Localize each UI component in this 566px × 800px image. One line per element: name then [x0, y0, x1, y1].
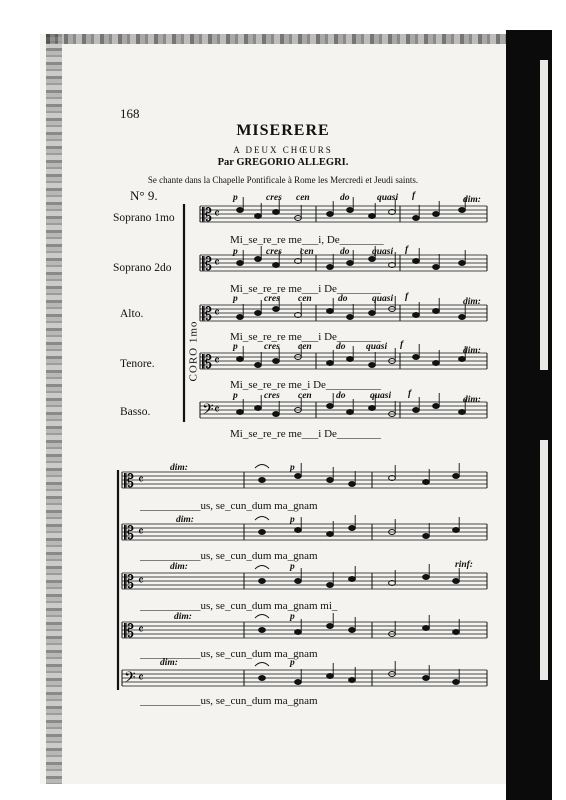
note-head — [453, 579, 460, 584]
note-head — [237, 357, 244, 362]
note-head — [237, 261, 244, 266]
lyric-s1-basso: Mi_se_re_re me___i De________ — [230, 428, 381, 440]
note-head — [273, 263, 280, 268]
note-head — [295, 579, 302, 584]
note-head — [327, 404, 334, 409]
time-signature: 𝄴 — [214, 256, 220, 271]
note-head — [349, 678, 356, 683]
time-signature: 𝄴 — [138, 473, 144, 488]
note-head — [369, 406, 376, 411]
dynamic-piano: p — [233, 294, 238, 304]
choir-label: CORO 1mo — [187, 320, 200, 382]
clef-glyph: 𝄡 — [202, 304, 213, 325]
note-head — [237, 410, 244, 415]
dynamic-forte: f — [408, 389, 412, 399]
dynamic-piano: p — [290, 463, 295, 473]
note-head — [349, 482, 356, 487]
note-head — [423, 480, 430, 485]
note-head — [259, 530, 266, 535]
note-head — [413, 408, 420, 413]
note-head — [255, 214, 262, 219]
note-head — [259, 628, 266, 633]
piece-title: MISERERE — [236, 122, 330, 139]
piece-subtitle: A DEUX CHŒURS — [233, 145, 333, 155]
note-head — [295, 474, 302, 479]
note-head — [273, 307, 280, 312]
note-head — [347, 208, 354, 213]
note-head — [413, 355, 420, 360]
dynamic-dim: dim: — [160, 658, 178, 668]
part-label-alto: Alto. — [120, 308, 144, 320]
note-head — [273, 359, 280, 364]
note-head — [433, 309, 440, 314]
note-head — [349, 526, 356, 531]
clef-glyph: 𝄡 — [124, 621, 135, 642]
dynamic-do: do — [338, 294, 348, 304]
part-label-soprano-2: Soprano 2do — [113, 262, 172, 274]
dynamic-dim: dim: — [174, 612, 192, 622]
time-signature: 𝄴 — [138, 574, 144, 589]
note-head — [273, 210, 280, 215]
clef-glyph: 𝄡 — [202, 352, 213, 373]
dynamic-dim: dim: — [463, 297, 481, 307]
note-head — [459, 208, 466, 213]
dynamic-quasi: quasi — [366, 342, 388, 352]
note-head — [349, 577, 356, 582]
dynamic-forte: f — [412, 191, 416, 201]
note-head — [347, 261, 354, 266]
note-head — [255, 311, 262, 316]
note-head — [459, 315, 466, 320]
lyric-s1-soprano1: Mi_se_re_re me___i, De________ — [230, 234, 384, 246]
note-head — [423, 676, 430, 681]
time-signature: 𝄴 — [138, 671, 144, 686]
time-signature: 𝄴 — [214, 354, 220, 369]
note-head — [453, 528, 460, 533]
fermata — [255, 517, 269, 521]
dynamic-cen: cen — [298, 294, 312, 304]
note-head — [273, 412, 280, 417]
note-head — [459, 410, 466, 415]
dynamic-quasi: quasi — [372, 247, 394, 257]
lyric-s2-alto: ___________us, se_cun_dum ma_gnam mi_ — [140, 600, 338, 612]
dynamic-quasi: quasi — [372, 294, 394, 304]
lyric-s2-tenore: ___________us, se_cun_dum ma_gnam — [140, 648, 318, 660]
note-head — [295, 630, 302, 635]
note-head — [327, 265, 334, 270]
dynamic-do: do — [336, 342, 346, 352]
lyric-s1-alto: Mi_se_re_re me___i De________ — [230, 331, 381, 343]
piece-number: N° 9. — [130, 188, 158, 203]
dynamic-cen: cen — [300, 247, 314, 257]
note-head — [423, 626, 430, 631]
dynamic-piano: p — [233, 193, 238, 203]
dynamic-dim: dim: — [176, 515, 194, 525]
note-head — [369, 311, 376, 316]
clef-glyph: 𝄡 — [124, 471, 135, 492]
note-head — [349, 628, 356, 633]
dynamic-forte: f — [405, 292, 409, 302]
time-signature: 𝄴 — [214, 403, 220, 418]
dynamic-piano: p — [233, 247, 238, 257]
time-signature: 𝄴 — [214, 306, 220, 321]
note-head — [327, 309, 334, 314]
fermata — [255, 465, 269, 469]
dynamic-cres: cres — [264, 342, 280, 352]
dynamic-do: do — [336, 391, 346, 401]
note-head — [369, 257, 376, 262]
note-head — [423, 534, 430, 539]
lyric-s1-soprano2: Mi_se_re_re me___i De________ — [230, 283, 381, 295]
time-signature: 𝄴 — [138, 623, 144, 638]
clef-glyph: 𝄡 — [124, 572, 135, 593]
note-head — [237, 208, 244, 213]
lyric-s2-soprano2: ___________us, se_cun_dum ma_gnam — [140, 550, 318, 562]
dynamic-dim: dim: — [463, 346, 481, 356]
note-head — [433, 404, 440, 409]
lyric-s1-tenore: Mi_se_re_re me_i De__________ — [230, 379, 381, 391]
note-head — [433, 265, 440, 270]
note-head — [369, 214, 376, 219]
dynamic-piano: p — [233, 391, 238, 401]
fermata — [255, 615, 269, 619]
dynamic-do: do — [340, 193, 350, 203]
dynamic-forte: f — [400, 340, 404, 350]
note-head — [369, 363, 376, 368]
part-label-soprano-1: Soprano 1mo — [113, 212, 175, 224]
time-signature: 𝄴 — [214, 207, 220, 222]
clef-glyph: 𝄢 — [124, 669, 136, 690]
note-head — [327, 624, 334, 629]
dynamic-piano: p — [290, 612, 295, 622]
dynamic-cen: cen — [298, 391, 312, 401]
note-head — [327, 532, 334, 537]
note-head — [433, 361, 440, 366]
note-head — [327, 361, 334, 366]
note-head — [327, 674, 334, 679]
dynamic-cen: cen — [296, 193, 310, 203]
dynamic-dim: dim: — [170, 463, 188, 473]
dynamic-piano: p — [233, 342, 238, 352]
note-head — [327, 478, 334, 483]
note-head — [237, 315, 244, 320]
dynamic-dim: dim: — [463, 195, 481, 205]
note-head — [413, 313, 420, 318]
note-head — [459, 357, 466, 362]
clef-glyph: 𝄢 — [202, 401, 214, 422]
note-head — [453, 680, 460, 685]
note-head — [259, 579, 266, 584]
dynamic-dim: dim: — [463, 395, 481, 405]
dynamic-cen: cen — [298, 342, 312, 352]
note-head — [255, 406, 262, 411]
note-head — [347, 410, 354, 415]
note-head — [259, 676, 266, 681]
clef-glyph: 𝄡 — [202, 205, 213, 226]
note-head — [453, 474, 460, 479]
note-head — [259, 478, 266, 483]
part-label-basso: Basso. — [120, 406, 151, 418]
dynamic-cres: cres — [264, 294, 280, 304]
dynamic-piano: p — [290, 562, 295, 572]
performance-note: Se chante dans la Chapelle Pontificale à Rome les Mercredi et Jeudi saints. — [147, 175, 419, 185]
note-head — [413, 216, 420, 221]
clef-glyph: 𝄡 — [202, 254, 213, 275]
dynamic-piano: p — [290, 658, 295, 668]
lyric-s2-basso: ___________us, se_cun_dum ma_gnam — [140, 695, 318, 707]
dynamic-do: do — [340, 247, 350, 257]
note-head — [347, 315, 354, 320]
dynamic-cres: cres — [264, 391, 280, 401]
note-head — [433, 212, 440, 217]
dynamic-cres: cres — [266, 193, 282, 203]
note-head — [255, 363, 262, 368]
time-signature: 𝄴 — [138, 525, 144, 540]
dynamic-piano: p — [290, 515, 295, 525]
dynamic-dim: dim: — [170, 562, 188, 572]
dynamic-quasi: quasi — [370, 391, 392, 401]
composer-line: Par GREGORIO ALLEGRI. — [217, 157, 349, 168]
note-head — [295, 528, 302, 533]
lyric-s2-soprano1: ___________us, se_cun_dum ma_gnam — [140, 500, 318, 512]
dynamic-cres: cres — [266, 247, 282, 257]
note-head — [295, 680, 302, 685]
fermata — [255, 663, 269, 667]
note-head — [327, 212, 334, 217]
dynamic-quasi: quasi — [377, 193, 399, 203]
page-number: 168 — [120, 106, 140, 121]
note-head — [255, 257, 262, 262]
note-head — [347, 357, 354, 362]
part-label-tenore: Tenore. — [120, 358, 155, 370]
note-head — [423, 575, 430, 580]
clef-glyph: 𝄡 — [124, 523, 135, 544]
dynamic-forte: f — [405, 245, 409, 255]
note-head — [413, 259, 420, 264]
note-head — [327, 583, 334, 588]
note-head — [453, 630, 460, 635]
note-head — [459, 261, 466, 266]
dynamic-rinf: rinf: — [455, 560, 473, 570]
fermata — [255, 566, 269, 570]
